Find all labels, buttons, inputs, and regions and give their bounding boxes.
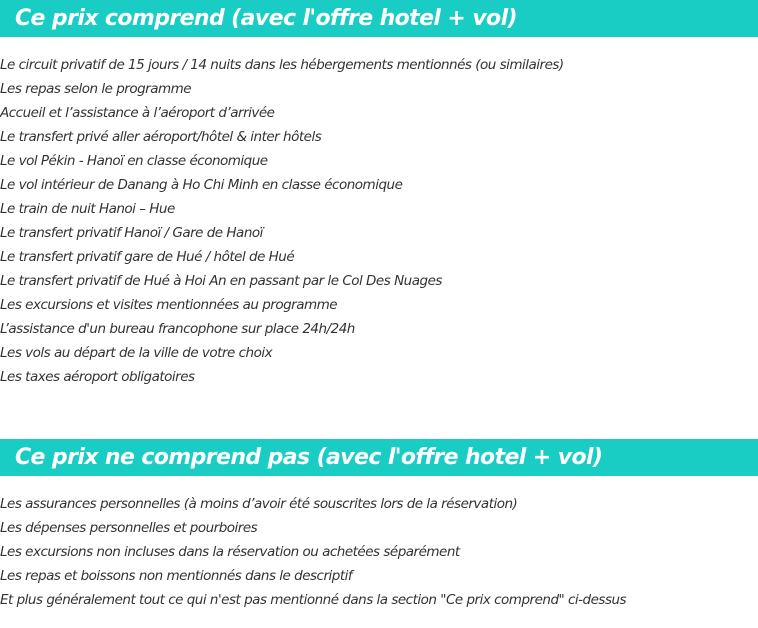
- list-item: Accueil et l’assistance à l’aéroport d’arrivée: [0, 105, 275, 121]
- list-item: Le vol Pékin - Hanoï en classe économique: [0, 153, 268, 169]
- list-item: L’assistance d'un bureau francophone sur place 24h/24h: [0, 321, 355, 337]
- list-item: Le transfert privatif gare de Hué / hôtel de Hué: [0, 249, 295, 265]
- list-item: Et plus généralement tout ce qui n'est pas mentionné dans la section "Ce prix comprend" ci-dessus: [0, 592, 627, 608]
- list-item: Le vol intérieur de Danang à Ho Chi Minh en classe économique: [0, 177, 403, 193]
- list-item: Le train de nuit Hanoi – Hue: [0, 201, 175, 217]
- included-section-header: [0, 0, 758, 37]
- list-item: Les repas et boissons non mentionnés dans le descriptif: [0, 568, 353, 584]
- list-item: Le transfert privatif Hanoï / Gare de Hanoï: [0, 225, 263, 241]
- list-item: Les excursions non incluses dans la réservation ou achetées séparément: [0, 544, 460, 560]
- list-item: Le transfert privatif de Hué à Hoi An en passant par le Col Des Nuages: [0, 273, 442, 289]
- list-item: Les repas selon le programme: [0, 81, 192, 97]
- included-items-list: [0, 53, 564, 389]
- list-item: Le circuit privatif de 15 jours / 14 nuits dans les hébergements mentionnés (ou similaires): [0, 57, 564, 73]
- list-item: Les excursions et visites mentionnées au programme: [0, 297, 338, 313]
- list-item: Les taxes aéroport obligatoires: [0, 369, 195, 385]
- list-item: Les vols au départ de la ville de votre choix: [0, 345, 273, 361]
- included-section-title: Ce prix comprend (avec l'offre hotel + vol): [15, 6, 517, 31]
- excluded-items-list: [0, 492, 626, 612]
- list-item: Les assurances personnelles (à moins d’avoir été souscrites lors de la réservation): [0, 496, 518, 512]
- excluded-section-title: Ce prix ne comprend pas (avec l'offre hotel + vol): [15, 445, 603, 470]
- excluded-section-header: [0, 439, 758, 476]
- list-item: Le transfert privé aller aéroport/hôtel & inter hôtels: [0, 129, 322, 145]
- list-item: Les dépenses personnelles et pourboires: [0, 520, 258, 536]
